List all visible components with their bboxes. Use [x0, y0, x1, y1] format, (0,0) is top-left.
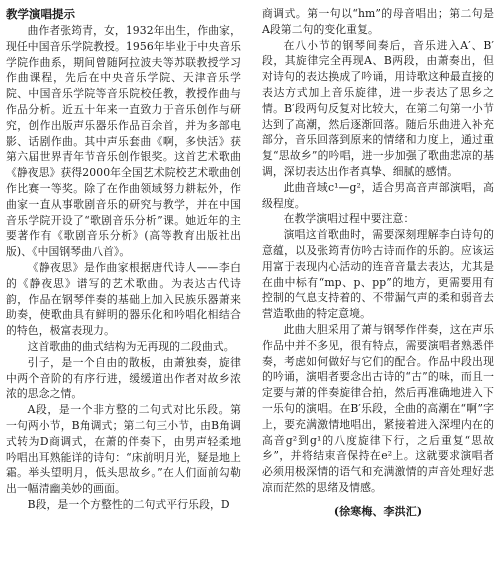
section-heading: 教学演唱提示 [6, 7, 75, 21]
paragraph-introduction: 引子，是一个自由的散板，由萧独奏，旋律中两个音阶的有序行进，缓缓道出作者对故乡浓浓的思念之情。 [6, 355, 241, 401]
article-page [6, 6, 496, 566]
paragraph-accompaniment: 此曲大胆采用了萧与钢琴作伴奏，这在声乐作品中并不多见，很有特点，需要演唱者熟悉伴奏，考虑如何做好与它们的配合。作品中段出现的吟诵，演唱者要念出古诗的“古”的味，而且一定要与萧的伴奏旋律合拍，然后再准确地进入下一乐句的演唱。在B′乐段，全曲的高潮在“啊”字上，要充满激情地唱出，紧接着进入深埋内在的高音g²到g¹的八度旋律下行，之后重复“思故乡”，并将结束音保持在e²上。这就要求演唱者必须用极深情的语气和充满激情的声音处理好悲凉而茫然的思绪及情感。 [262, 322, 494, 494]
author-signature: (徐寒梅、李洪汇) [333, 504, 423, 518]
paragraph-singing-advice: 演唱这首歌曲时，需要深刻理解李白诗句的意蕴，以及张筠青仿吟古诗而作的乐韵。应该运用富于表现内心活动的连音音量去表达，尤其是在曲中标有“mp、p、pp”的地方，更需要用有控制的气息支持着的、不带漏气声的柔和弱音去营造歌曲的特定意境。 [262, 228, 494, 321]
paragraph-section-a: A段，是一个非方整的二句式对比乐段。第一句两小节，B角调式；第二句三小节，由B角调式转为D商调式，在萧的伴奏下，由男声轻柔地吟唱出耳熟能详的诗句：“床前明月光，疑是地上霜。举头望明月，低头思故乡。”在人们面前勾勒出一幅清幽美妙的画面。 [6, 403, 241, 496]
paragraph-song-intro: 《静夜思》是作曲家根据唐代诗人——李白的《静夜思》谱写的艺术歌曲。为表达古代诗韵，作品在钢琴伴奏的基础上加入民族乐器萧来助奏，使歌曲具有鲜明的器乐化和吟唱化相结合的特色，极富表现力。 [6, 260, 241, 338]
paragraph-section-b-end: 商调式。第一句以“hm”的母音唱出；第二句是A段第二句的变化重复。 [262, 7, 494, 36]
paragraph-interlude: 在八小节的钢琴间奏后，音乐进入A′、B′段，其旋律完全再现A、B两段，由萧奏出，但对诗句的表达换成了吟诵，用诗歌这种最直接的表达方式加上音乐旋律，进一步表达了思乡之情。B′段两句反复对比较大，在第二句第一小节达到了高潮，然后逐渐回落。随后乐曲进入补充部分，音乐回落到原来的情绪和力度上，通过重复“思故乡”的吟唱，进一步加强了歌曲悲凉的基调，深切表达出作者真挚、细腻的感情。 [262, 38, 494, 178]
paragraph-composer-bio: 曲作者张筠青，女，1932年出生，作曲家，现任中国音乐学院教授。1956年毕业于中央音乐学院作曲系，期间曾随阿拉波夫等苏联教授学习作曲课程，先后在中央音乐学院、天津音乐学院、中国音乐学院等音乐院校任教，教授作曲与作品分析。近五十年来一直致力于音乐创作与研究，创作出版声乐器乐作品百余首，并为多部电影、话剧作曲。其中声乐套曲《啊，多快活》获第六届世界青年节音乐创作银奖。这首艺术歌曲《静夜思》获得2000年全国艺术院校艺术歌曲创作比赛一等奖。除了在作曲领域努力耕耘外，作曲家一直从事歌剧音乐的研究与教学，并在中国音乐学院开设了“歌剧音乐分析”课。她近年的主要著作有《歌剧音乐分析》(高等教育出版社出版)、《中国钢琴曲八首》。 [6, 24, 241, 259]
paragraph-teaching-note: 在教学演唱过程中要注意： [283, 212, 415, 226]
left-column [6, 6, 241, 513]
right-column [262, 6, 494, 520]
paragraph-range: 此曲音域c¹—g²，适合男高音声部演唱，高级程度。 [262, 180, 494, 210]
paragraph-form: 这首歌曲的曲式结构为无再现的二段曲式。 [27, 339, 235, 353]
paragraph-section-b-start: B段，是一个方整性的二句式平行乐段，D [27, 497, 230, 511]
